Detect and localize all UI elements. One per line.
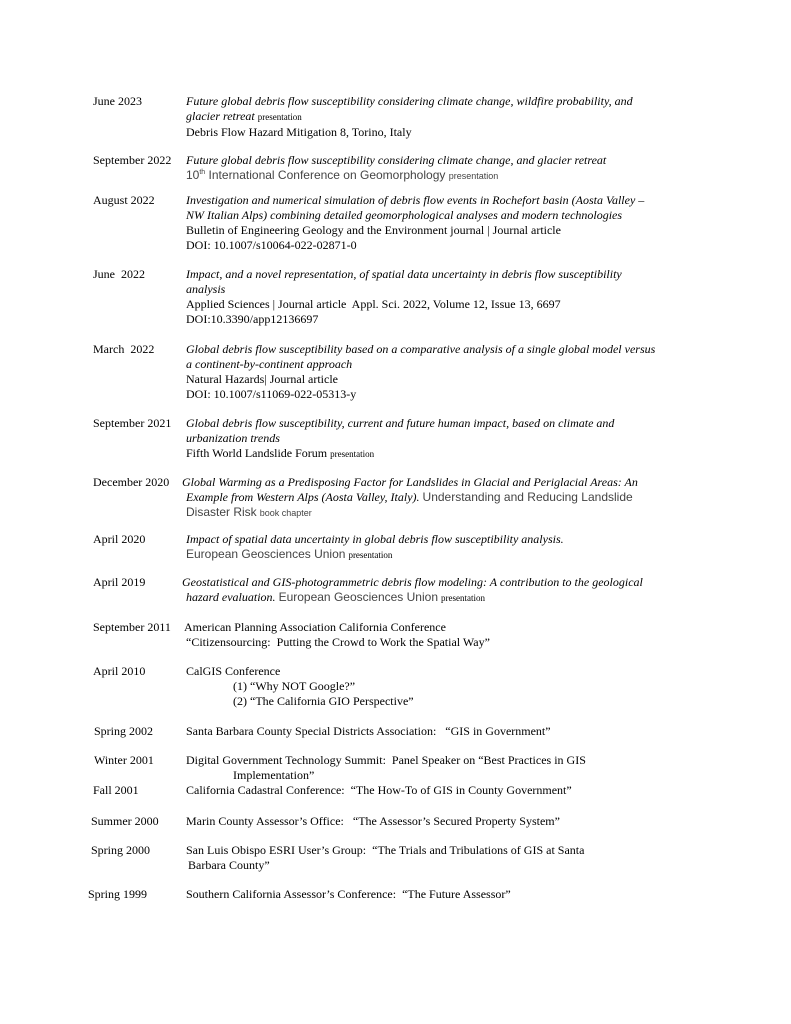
entry-date: Fall 2001 (93, 783, 139, 797)
entry-venue: Applied Sciences | Journal article Appl. Sci. 2022, Volume 12, Issue 13, 6697 (186, 297, 561, 311)
entry-title: hazard evaluation. (186, 590, 276, 604)
entry-venue: Bulletin of Engineering Geology and the Environment journal | Journal article (186, 223, 561, 237)
entry-title: Future global debris flow susceptibility considering climate change, wildfire probability, and (186, 94, 633, 108)
entry-date: Spring 1999 (88, 887, 148, 901)
entry-title: glacier retreat (186, 109, 255, 123)
entry-talk-title: (2) “The California GIO Perspective” (233, 694, 414, 708)
entry-type-tag: presentation (257, 112, 302, 122)
entry-date: Winter 2001 (94, 753, 154, 767)
entry-type-tag: presentation (448, 171, 499, 181)
entry-date: September 2021 (93, 416, 172, 430)
entry-title: Example from Western Alps (Aosta Valley, Italy). (186, 490, 420, 504)
entry-text: Southern California Assessor’s Conference: “The Future Assessor” (186, 887, 511, 901)
entry-talk-title: “Citizensourcing: Putting the Crowd to Work the Spatial Way” (186, 635, 490, 649)
entry-title: a continent-by-continent approach (186, 357, 353, 371)
entry-date: September 2022 (93, 153, 172, 167)
entry-doi: DOI: 10.1007/s11069-022-05313-y (186, 387, 357, 401)
entry-text: Marin County Assessor’s Office: “The Assessor’s Secured Property System” (186, 814, 560, 828)
entry-date: March 2022 (93, 342, 155, 356)
entry-title: Global debris flow susceptibility based on a comparative analysis of a single global model versus (186, 342, 656, 356)
entry-venue: European Geosciences Union (278, 590, 438, 604)
entry-venue: Fifth World Landslide Forum (186, 446, 328, 460)
entry-title: Future global debris flow susceptibility considering climate change, and glacier retreat (186, 153, 607, 167)
entry-venue: CalGIS Conference (186, 664, 281, 678)
entry-date: June 2022 (93, 267, 145, 281)
entry-doi: DOI:10.3390/app12136697 (186, 312, 319, 326)
entry-text: Digital Government Technology Summit: Panel Speaker on “Best Practices in GIS (186, 753, 586, 767)
entry-type-tag: presentation (330, 449, 375, 459)
entry-type-tag: book chapter (259, 508, 312, 518)
entry-date: August 2022 (93, 193, 155, 207)
entry-type-tag: presentation (348, 550, 393, 560)
entry-date: April 2020 (93, 532, 146, 546)
entry-type-tag: presentation (441, 593, 485, 603)
entry-title: analysis (186, 282, 226, 296)
entry-date: April 2019 (93, 575, 146, 589)
entry-venue: Debris Flow Hazard Mitigation 8, Torino, Italy (186, 125, 412, 139)
entry-title: urbanization trends (186, 431, 280, 445)
entry-venue: Natural Hazards| Journal article (186, 372, 338, 386)
entry-text: Barbara County” (188, 858, 270, 872)
entry-text: San Luis Obispo ESRI User’s Group: “The Trials and Tribulations of GIS at Santa (186, 843, 585, 857)
entry-text: Implementation” (233, 768, 315, 782)
entry-venue: European Geosciences Union (186, 547, 346, 561)
entry-title: Global debris flow susceptibility, current and future human impact, based on climate and (186, 416, 615, 430)
entry-title: Investigation and numerical simulation of debris flow events in Rochefort basin (Aosta Valley – (186, 193, 645, 207)
entry-title: Impact of spatial data uncertainty in global debris flow susceptibility analysis. (186, 532, 564, 546)
entry-venue: American Planning Association California Conference (184, 620, 446, 634)
entry-date: Spring 2000 (91, 843, 151, 857)
entry-title: Impact, and a novel representation, of spatial data uncertainty in debris flow susceptibility (186, 267, 622, 281)
entry-date: June 2023 (93, 94, 142, 108)
entry-text: Santa Barbara County Special Districts Association: “GIS in Government” (186, 724, 551, 738)
entry-date: Summer 2000 (91, 814, 159, 828)
entry-talk-title: (1) “Why NOT Google?” (233, 679, 356, 693)
entry-venue-superscript: th (199, 169, 206, 176)
entry-title: NW Italian Alps) combining detailed geomorphological analyses and modern technologies (186, 208, 623, 222)
entry-date: September 2011 (93, 620, 171, 634)
entry-date: Spring 2002 (94, 724, 154, 738)
entry-date: December 2020 (93, 475, 170, 489)
entry-doi: DOI: 10.1007/s10064-022-02871-0 (186, 238, 357, 252)
entry-text: California Cadastral Conference: “The How-To of GIS in County Government” (186, 783, 572, 797)
entry-date: April 2010 (93, 664, 146, 678)
entry-venue: Understanding and Reducing Landslide (422, 490, 633, 504)
entry-title: Global Warming as a Predisposing Factor for Landslides in Glacial and Periglacial Areas: An (182, 475, 638, 489)
entry-venue: Disaster Risk (186, 505, 257, 519)
entry-venue-number: 10 (186, 168, 200, 182)
entry-title: Geostatistical and GIS-photogrammetric debris flow modeling: A contribution to the geological (182, 575, 643, 589)
entry-venue: International Conference on Geomorphology (208, 168, 446, 182)
